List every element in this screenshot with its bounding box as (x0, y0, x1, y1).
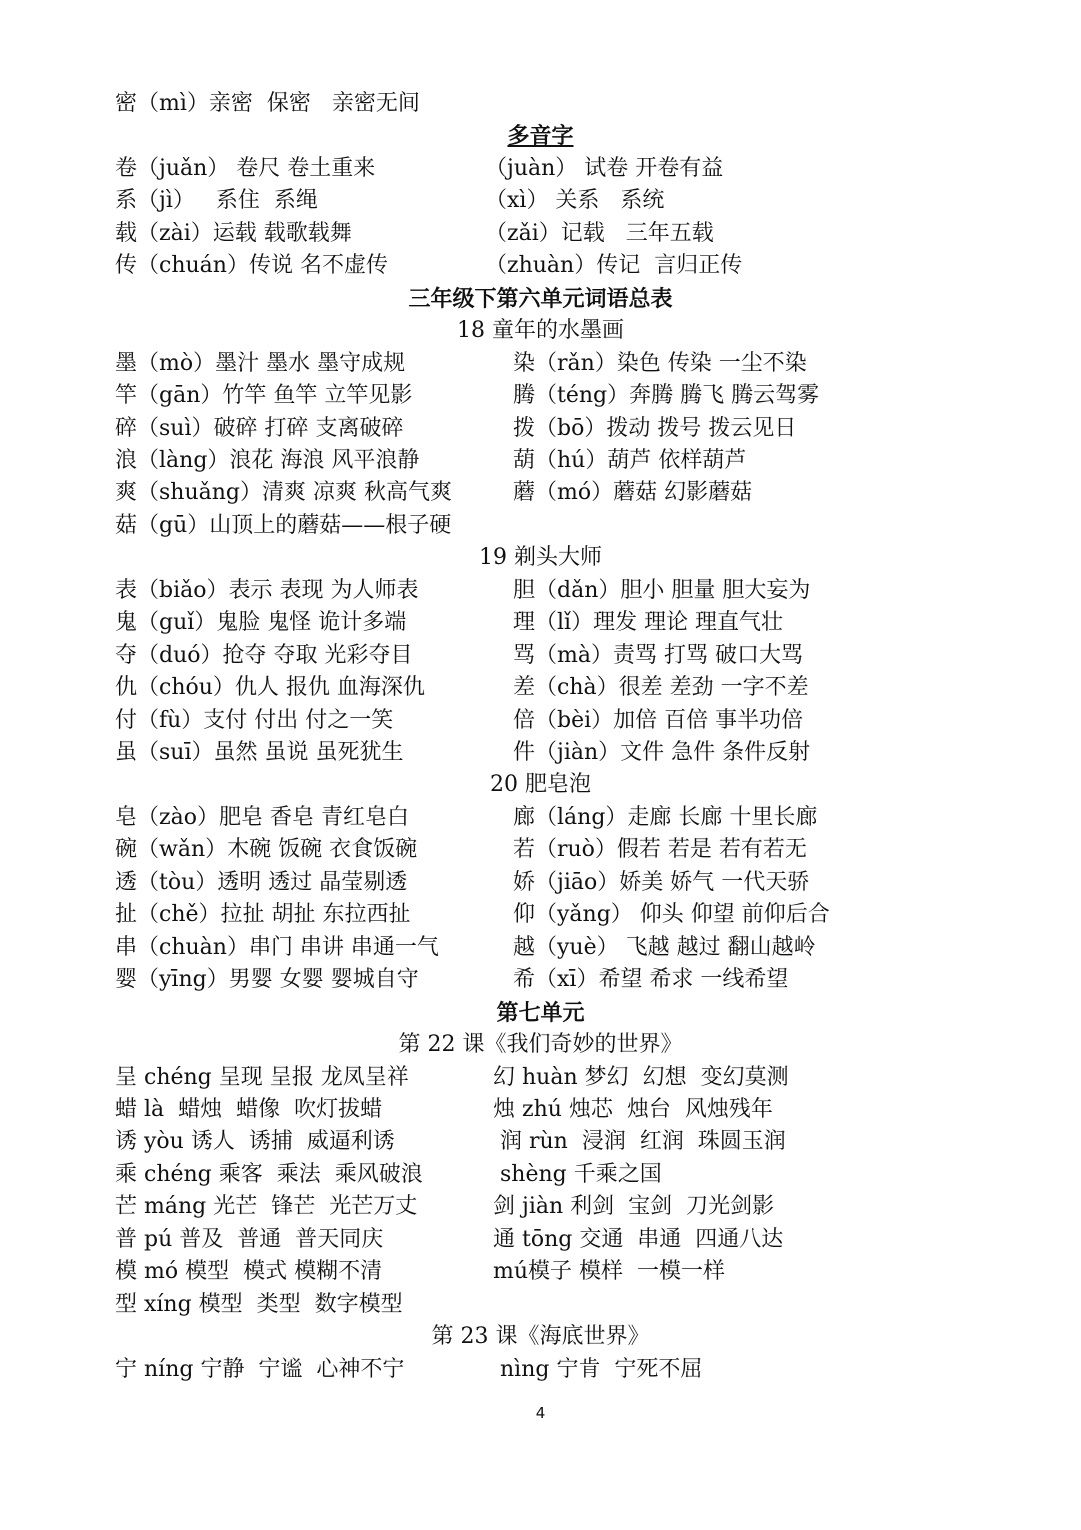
vocab-line (115, 802, 975, 834)
vocab-line (115, 640, 975, 672)
vocab-entry-right: 烛 zhú 烛芯 烛台 风烛残年 (493, 1096, 773, 1122)
vocab-entry-left: 碗（wǎn）木碗 饭碗 衣食饭碗 (115, 837, 418, 863)
vocab-entry-right: 娇（jiāo）娇美 娇气 一代天骄 (513, 869, 810, 895)
section-heading: 第七单元 (496, 999, 585, 1026)
vocab-line (115, 1094, 975, 1126)
vocab-entry-left: 普 pú 普及 普通 普天同庆 (115, 1226, 384, 1252)
vocab-line (115, 1256, 975, 1288)
vocab-entry-right: 拨（bō）拨动 拨号 拨云见日 (513, 415, 797, 441)
vocab-entry-left: 夺（duó）抢夺 夺取 光彩夺目 (115, 642, 413, 668)
section-heading: 三年级下第六单元词语总表 (408, 285, 673, 312)
vocab-entry-right: 润 rùn 浸润 红润 珠圆玉润 (493, 1129, 786, 1155)
vocab-line (115, 867, 975, 899)
vocab-line (115, 1224, 975, 1256)
vocab-entry-left: 宁 níng 宁静 宁谧 心神不宁 (115, 1356, 405, 1382)
vocab-line (115, 737, 975, 769)
vocab-line (115, 445, 975, 477)
vocab-entry-left: 表（biǎo）表示 表现 为人师表 (115, 577, 419, 603)
lesson-title: 20 肥皂泡 (490, 772, 591, 798)
vocab-entry-left: 透（tòu）透明 透过 晶莹剔透 (115, 869, 408, 895)
vocab-line (115, 575, 975, 607)
vocab-entry-right: 若（ruò）假若 若是 若有若无 (513, 837, 807, 863)
vocab-entry-left: 串（chuàn）串门 串讲 串通一气 (115, 934, 439, 960)
vocab-line: 菇（gū）山顶上的蘑菇——根子硬 (115, 512, 452, 538)
vocab-entry-left: 墨（mò）墨汁 墨水 墨守成规 (115, 350, 406, 376)
vocab-entry-right: 件（jiàn）文件 急件 条件反射 (513, 740, 811, 765)
vocab-entry-left: 系（jì） 系住 系绳 (115, 188, 318, 214)
section-heading: 多音字 (507, 123, 574, 150)
vocab-entry-left: 传（chuán）传说 名不虚传 (115, 253, 388, 279)
vocab-entry-right: 通 tōng 交通 串通 四通八达 (493, 1226, 784, 1252)
vocab-entry-left: 付（fù）支付 付出 付之一笑 (115, 707, 394, 733)
vocab-line (115, 1191, 975, 1223)
vocab-entry-right: （zhuàn）传记 言归正传 (485, 253, 743, 279)
vocab-entry-left: 芒 máng 光芒 锋芒 光芒万丈 (115, 1194, 418, 1220)
vocab-entry-right: 骂（mà）责骂 打骂 破口大骂 (513, 642, 803, 668)
vocab-entry-left: 蜡 là 蜡烛 蜡像 吹灯拔蜡 (115, 1096, 383, 1122)
vocab-entry-right: 蘑（mó）蘑菇 幻影蘑菇 (513, 480, 753, 506)
vocab-entry-right: 廊（láng）走廊 长廊 十里长廊 (513, 804, 818, 830)
vocab-entry-left: 爽（shuǎng）清爽 凉爽 秋高气爽 (115, 480, 452, 506)
vocab-entry-right: （zǎi）记载 三年五载 (485, 220, 714, 246)
vocab-entry-right: 倍（bèi）加倍 百倍 事半功倍 (513, 707, 804, 733)
vocab-entry-right: 越（yuè） 飞越 越过 翻山越岭 (513, 934, 816, 960)
vocab-entry-right: （xì） 关系 系统 (485, 188, 665, 214)
vocab-entry-left: 碎（suì）破碎 打碎 支离破碎 (115, 415, 404, 441)
vocab-line (115, 1159, 975, 1191)
vocab-line (115, 964, 975, 996)
vocab-entry-right: 幻 huàn 梦幻 幻想 变幻莫测 (493, 1064, 789, 1090)
vocab-line (115, 932, 975, 964)
vocab-line (115, 672, 975, 704)
vocab-entry-left: 皂（zào）肥皂 香皂 青红皂白 (115, 804, 409, 830)
vocab-entry-right: nìng 宁肯 宁死不屈 (493, 1356, 703, 1382)
vocab-line (115, 607, 975, 639)
vocab-entry-right: 腾（téng）奔腾 腾飞 腾云驾雾 (513, 383, 820, 409)
vocab-entry-right: 仰（yǎng） 仰头 仰望 前仰后合 (513, 902, 830, 928)
vocab-entry-right: 差（chà）很差 差劲 一字不差 (513, 675, 809, 701)
vocab-line (115, 1126, 975, 1158)
vocab-entry-left: 虽（suī）虽然 虽说 虽死犹生 (115, 740, 404, 765)
vocab-line (115, 899, 975, 931)
vocab-line (115, 413, 975, 445)
vocab-line (115, 1354, 975, 1386)
vocab-entry-left: 鬼（guǐ）鬼脸 鬼怪 诡计多端 (115, 610, 407, 636)
lesson-title: 第 22 课《我们奇妙的世界》 (398, 1032, 683, 1058)
vocab-entry-left: 卷（juǎn） 卷尺 卷土重来 (115, 155, 376, 181)
vocab-line (115, 348, 975, 380)
vocab-line (115, 477, 975, 509)
vocab-entry-right: mú模子 模样 一模一样 (493, 1259, 726, 1285)
vocab-entry-right: 理（lǐ）理发 理论 理直气壮 (513, 610, 784, 636)
vocab-entry-left: 乘 chéng 乘客 乘法 乘风破浪 (115, 1161, 423, 1187)
vocab-line (115, 218, 975, 250)
lesson-title: 第 23 课《海底世界》 (431, 1324, 650, 1350)
lesson-title: 19 剃头大师 (479, 545, 602, 571)
vocab-line (115, 834, 975, 866)
vocab-entry-right: 剑 jiàn 利剑 宝剑 刀光剑影 (493, 1194, 775, 1220)
vocab-entry-left: 仇（chóu）仇人 报仇 血海深仇 (115, 675, 425, 701)
vocab-line (115, 185, 975, 217)
vocab-entry-left: 竿（gān）竹竿 鱼竿 立竿见影 (115, 383, 413, 409)
vocab-entry-left: 诱 yòu 诱人 诱捕 威逼利诱 (115, 1129, 395, 1155)
vocab-entry-left: 载（zài）运载 载歌载舞 (115, 220, 352, 246)
vocab-line (115, 705, 975, 737)
lesson-title: 18 童年的水墨画 (457, 318, 624, 344)
vocab-line (115, 153, 975, 185)
vocab-entry-right: shèng 千乘之国 (493, 1161, 662, 1187)
vocab-entry-left: 浪（làng）浪花 海浪 风平浪静 (115, 447, 420, 473)
vocab-entry-right: （juàn） 试卷 开卷有益 (485, 155, 724, 181)
vocab-entry-left: 模 mó 模型 模式 模糊不清 (115, 1259, 383, 1285)
vocab-entry-right: 染（rǎn）染色 传染 一尘不染 (513, 350, 807, 376)
vocab-line (115, 380, 975, 412)
vocab-entry-left: 扯（chě）拉扯 胡扯 东拉西扯 (115, 902, 411, 928)
vocab-entry-right: 希（xī）希望 希求 一线希望 (513, 967, 789, 993)
vocab-entry-left: 呈 chéng 呈现 呈报 龙凤呈祥 (115, 1064, 409, 1090)
vocab-entry-right: 胆（dǎn）胆小 胆量 胆大妄为 (513, 577, 811, 603)
vocab-line: 型 xíng 模型 类型 数字模型 (115, 1291, 403, 1317)
vocab-line (115, 1062, 975, 1094)
vocab-entry-left: 婴（yīng）男婴 女婴 婴城自守 (115, 967, 419, 993)
page-number: 4 (535, 1404, 546, 1422)
vocab-line (115, 250, 975, 282)
vocab-entry-right: 葫（hú）葫芦 依样葫芦 (513, 447, 747, 473)
vocab-line: 密（mì）亲密 保密 亲密无间 (115, 91, 420, 116)
